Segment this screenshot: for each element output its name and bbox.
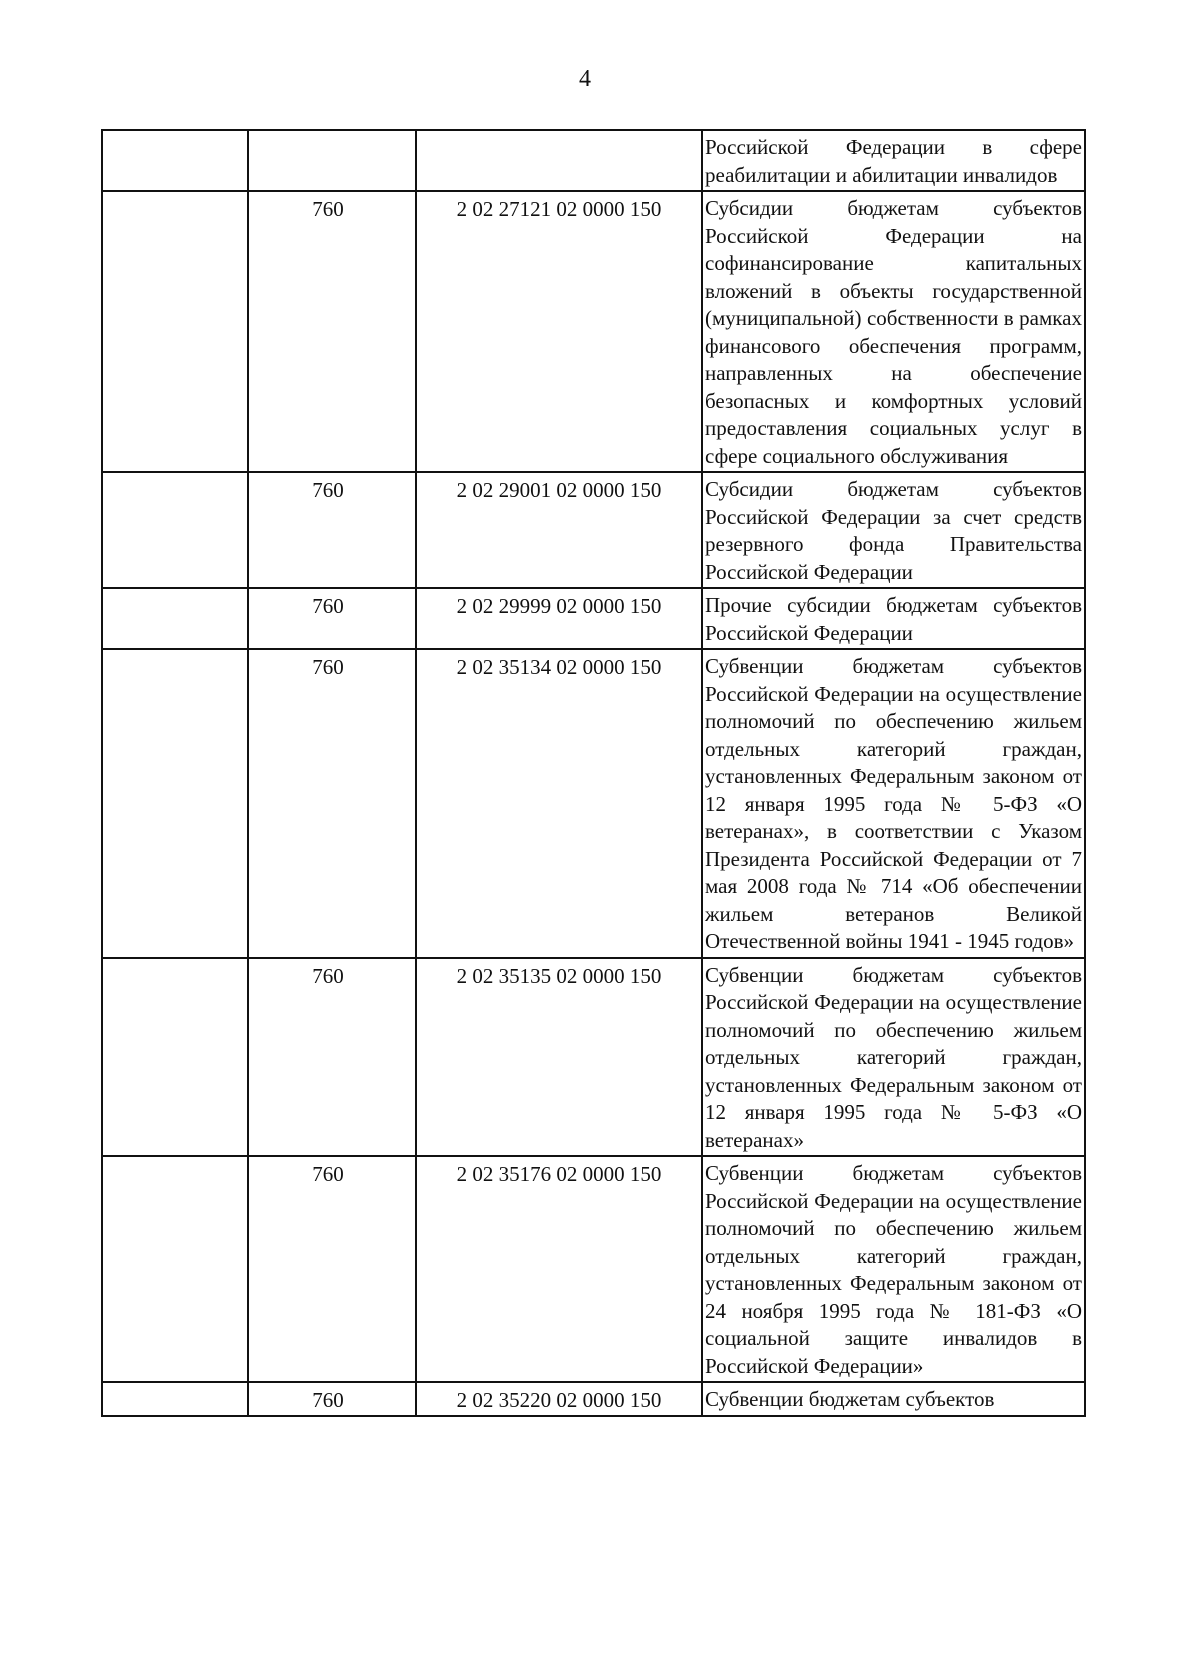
description-cell: Субвенции бюджетам субъектов Российской Федерации на осуществление полномочий по обеспечению жильем отдельных категорий граждан, установленных Федеральным законом от 24 ноября 1995 года № 181-ФЗ «О социальной защите инвалидов в Российской Федерации» (702, 1156, 1085, 1382)
admin-code-cell: 760 (248, 958, 416, 1157)
table-row (102, 191, 1085, 472)
admin-code-cell: 760 (248, 649, 416, 958)
table-row (102, 958, 1085, 1157)
row-blank-cell (102, 191, 248, 472)
row-blank-cell (102, 958, 248, 1157)
admin-code-cell: 760 (248, 191, 416, 472)
budget-code-cell: 2 02 35134 02 0000 150 (416, 649, 702, 958)
description-cell: Субсидии бюджетам субъектов Российской Федерации за счет средств резервного фонда Правительства Российской Федерации (702, 472, 1085, 588)
budget-code-cell: 2 02 35220 02 0000 150 (416, 1382, 702, 1416)
budget-code-cell: 2 02 29001 02 0000 150 (416, 472, 702, 588)
table-row (102, 130, 1085, 191)
budget-code-cell: 2 02 35135 02 0000 150 (416, 958, 702, 1157)
row-blank-cell (102, 472, 248, 588)
row-blank-cell (102, 649, 248, 958)
admin-code-cell: 760 (248, 588, 416, 649)
description-cell: Субвенции бюджетам субъектов Российской Федерации на осуществление полномочий по обеспечению жильем отдельных категорий граждан, установленных Федеральным законом от 12 января 1995 года № 5-ФЗ «О ветеранах», в соответствии с Указом Президента Российской Федерации от 7 мая 2008 года № 714 «Об обеспечении жильем ветеранов Великой Отечественной войны 1941 - 1945 годов» (702, 649, 1085, 958)
description-cell: Субвенции бюджетам субъектов (702, 1382, 1085, 1416)
table-row (102, 1156, 1085, 1382)
admin-code-cell: 760 (248, 1156, 416, 1382)
description-cell: Субсидии бюджетам субъектов Российской Федерации на софинансирование капитальных вложений в объекты государственной (муниципальной) собственности в рамках финансового обеспечения программ, направленных на обеспечение безопасных и комфортных условий предоставления социальных услуг в сфере социального обслуживания (702, 191, 1085, 472)
table-row (102, 649, 1085, 958)
budget-revenue-table (101, 129, 1086, 1417)
row-blank-cell (102, 130, 248, 191)
budget-code-cell (416, 130, 702, 191)
table-row (102, 588, 1085, 649)
table-row (102, 472, 1085, 588)
row-blank-cell (102, 588, 248, 649)
budget-code-cell: 2 02 29999 02 0000 150 (416, 588, 702, 649)
description-cell: Российской Федерации в сфере реабилитации и абилитации инвалидов (702, 130, 1085, 191)
row-blank-cell (102, 1382, 248, 1416)
row-blank-cell (102, 1156, 248, 1382)
page-number: 4 (579, 66, 591, 92)
description-cell: Прочие субсидии бюджетам субъектов Российской Федерации (702, 588, 1085, 649)
budget-code-cell: 2 02 35176 02 0000 150 (416, 1156, 702, 1382)
budget-code-cell: 2 02 27121 02 0000 150 (416, 191, 702, 472)
admin-code-cell (248, 130, 416, 191)
table-row (102, 1382, 1085, 1416)
description-cell: Субвенции бюджетам субъектов Российской Федерации на осуществление полномочий по обеспечению жильем отдельных категорий граждан, установленных Федеральным законом от 12 января 1995 года № 5-ФЗ «О ветеранах» (702, 958, 1085, 1157)
admin-code-cell: 760 (248, 1382, 416, 1416)
admin-code-cell: 760 (248, 472, 416, 588)
